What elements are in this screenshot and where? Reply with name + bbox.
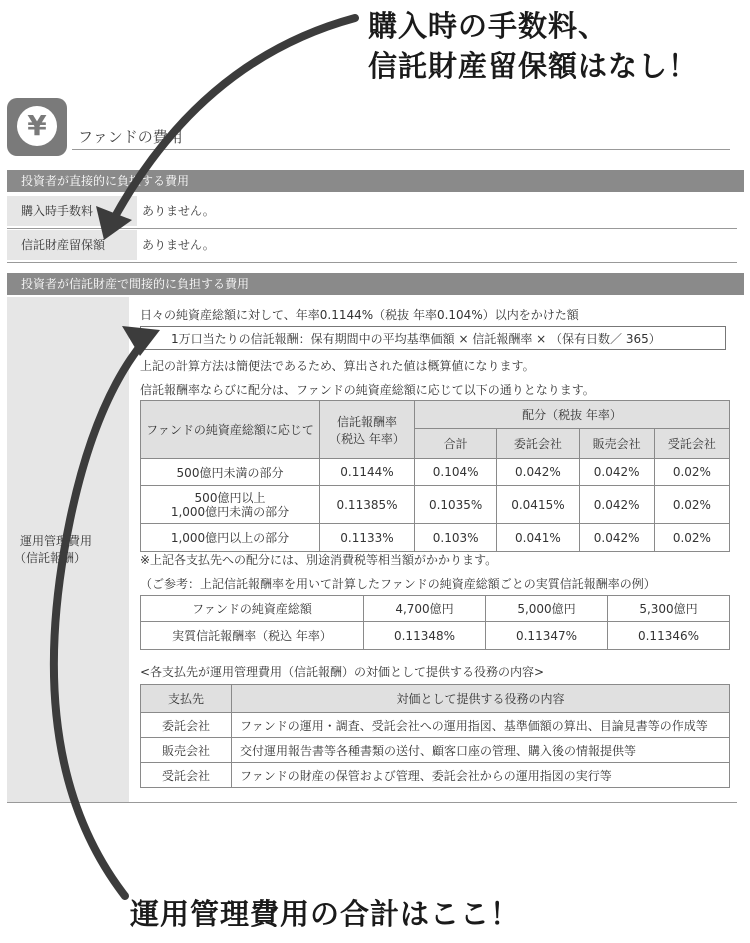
cell-text: 500億円未満の部分 (176, 465, 284, 480)
table-header: 配分（税抜 年率） (415, 401, 730, 429)
table-cell: 0.042% (579, 459, 654, 486)
arrow-to-rate (54, 340, 145, 896)
table-cell: 0.041% (497, 524, 579, 552)
table-cell: 5,300億円 (608, 596, 730, 622)
table-cell: 0.11347% (486, 622, 608, 650)
formula-text: 1万口当たりの信託報酬：保有期間中の平均基準価額 × 信託報酬率 × （保有日数／ 365） (171, 332, 661, 346)
table-cell: 実質信託報酬率（税込 年率） (141, 622, 364, 650)
table-header: 委託会社 (497, 429, 579, 459)
table-cell: 0.02% (654, 524, 729, 552)
table-cell: 0.103% (415, 524, 497, 552)
table-cell: 委託会社 (141, 713, 232, 738)
note-services: <各支払先が運用管理費用（信託報酬）の対価として提供する役務の内容> (140, 665, 545, 679)
header-line: 信託報酬率 (336, 414, 397, 429)
table-cell: 受託会社 (141, 763, 232, 788)
section-title: ファンドの費用 (78, 128, 183, 146)
table-cell: 0.0415% (497, 486, 579, 524)
note-reference: （ご参考：上記信託報酬率を用いて計算したファンドの純資産総額ごとの実質信託報酬率の例） (140, 577, 656, 591)
purchase-fee-value: ありません。 (142, 204, 215, 218)
table-cell: 0.11346% (608, 622, 730, 650)
header-line: （税込 年率） (329, 431, 405, 446)
note-consumption-tax: ※上記各支払先への配分には、別途消費税等相当額がかかります。 (140, 553, 498, 567)
table-cell: 0.11348% (364, 622, 486, 650)
table-header: 販売会社 (579, 429, 654, 459)
table-cell: 5,000億円 (486, 596, 608, 622)
table-cell: 0.02% (654, 459, 729, 486)
mgmt-fee-label-line2: （信託報酬） (14, 551, 87, 565)
table-cell: 0.1035% (415, 486, 497, 524)
table-cell: ファンドの純資産総額 (141, 596, 364, 622)
purchase-fee-label: 購入時手数料 (7, 196, 137, 226)
table-cell: 0.104% (415, 459, 497, 486)
table-cell: 0.042% (579, 486, 654, 524)
arrow-head-bottom (122, 326, 160, 356)
table-cell: 4,700億円 (364, 596, 486, 622)
cell-text: 1,000億円未満の部分 (170, 504, 290, 519)
table-cell: 販売会社 (141, 738, 232, 763)
yen-symbol: ¥ (17, 106, 57, 146)
table-cell: 0.1133% (320, 524, 415, 552)
retention-fee-label: 信託財産留保額 (7, 230, 137, 260)
table-header: 対価として提供する役務の内容 (232, 685, 730, 713)
table-cell: 0.11385% (320, 486, 415, 524)
retention-fee-value: ありません。 (142, 238, 215, 252)
direct-costs-header: 投資者が直接的に負担する費用 (7, 170, 744, 192)
table-cell: ファンドの運用・調査、受託会社への運用指図、基準価額の算出、目論見書等の作成等 (232, 713, 730, 738)
indirect-costs-header: 投資者が信託財産で間接的に負担する費用 (7, 273, 744, 295)
table-cell: ファンドの財産の保管および管理、委託会社からの運用指図の実行等 (232, 763, 730, 788)
table-cell: 0.1144% (320, 459, 415, 486)
callout-bottom: 運用管理費用の合計はここ！ (130, 897, 521, 931)
note-approx: 上記の計算方法は簡便法であるため、算出された値は概算値になります。 (140, 359, 535, 373)
table-cell: 0.02% (654, 486, 729, 524)
arrow-to-purchase-fee (112, 18, 355, 222)
cell-text: 1,000億円以上の部分 (170, 531, 290, 545)
table-header: 受託会社 (654, 429, 729, 459)
note-allocation: 信託報酬率ならびに配分は、ファンドの純資産総額に応じて以下の通りとなります。 (140, 383, 595, 397)
callout-top-line2: 信託財産留保額はなし！ (368, 49, 699, 83)
mgmt-fee-label-line1: 運用管理費用 (20, 534, 93, 548)
table-cell: 交付運用報告書等各種書類の送付、顧客口座の管理、購入後の情報提供等 (232, 738, 730, 763)
table-header: 支払先 (141, 685, 232, 713)
callout-top-line1: 購入時の手数料、 (368, 9, 609, 43)
rate-description: 日々の純資産総額に対して、年率0.1144%（税抜 年率0.104%）以内をかけた額 (140, 308, 579, 322)
table-header: ファンドの純資産総額に応じて (141, 401, 320, 459)
cell-text: 500億円以上 (194, 490, 266, 505)
table-cell: 0.042% (497, 459, 579, 486)
table-header: 合計 (415, 429, 497, 459)
table-cell: 0.042% (579, 524, 654, 552)
